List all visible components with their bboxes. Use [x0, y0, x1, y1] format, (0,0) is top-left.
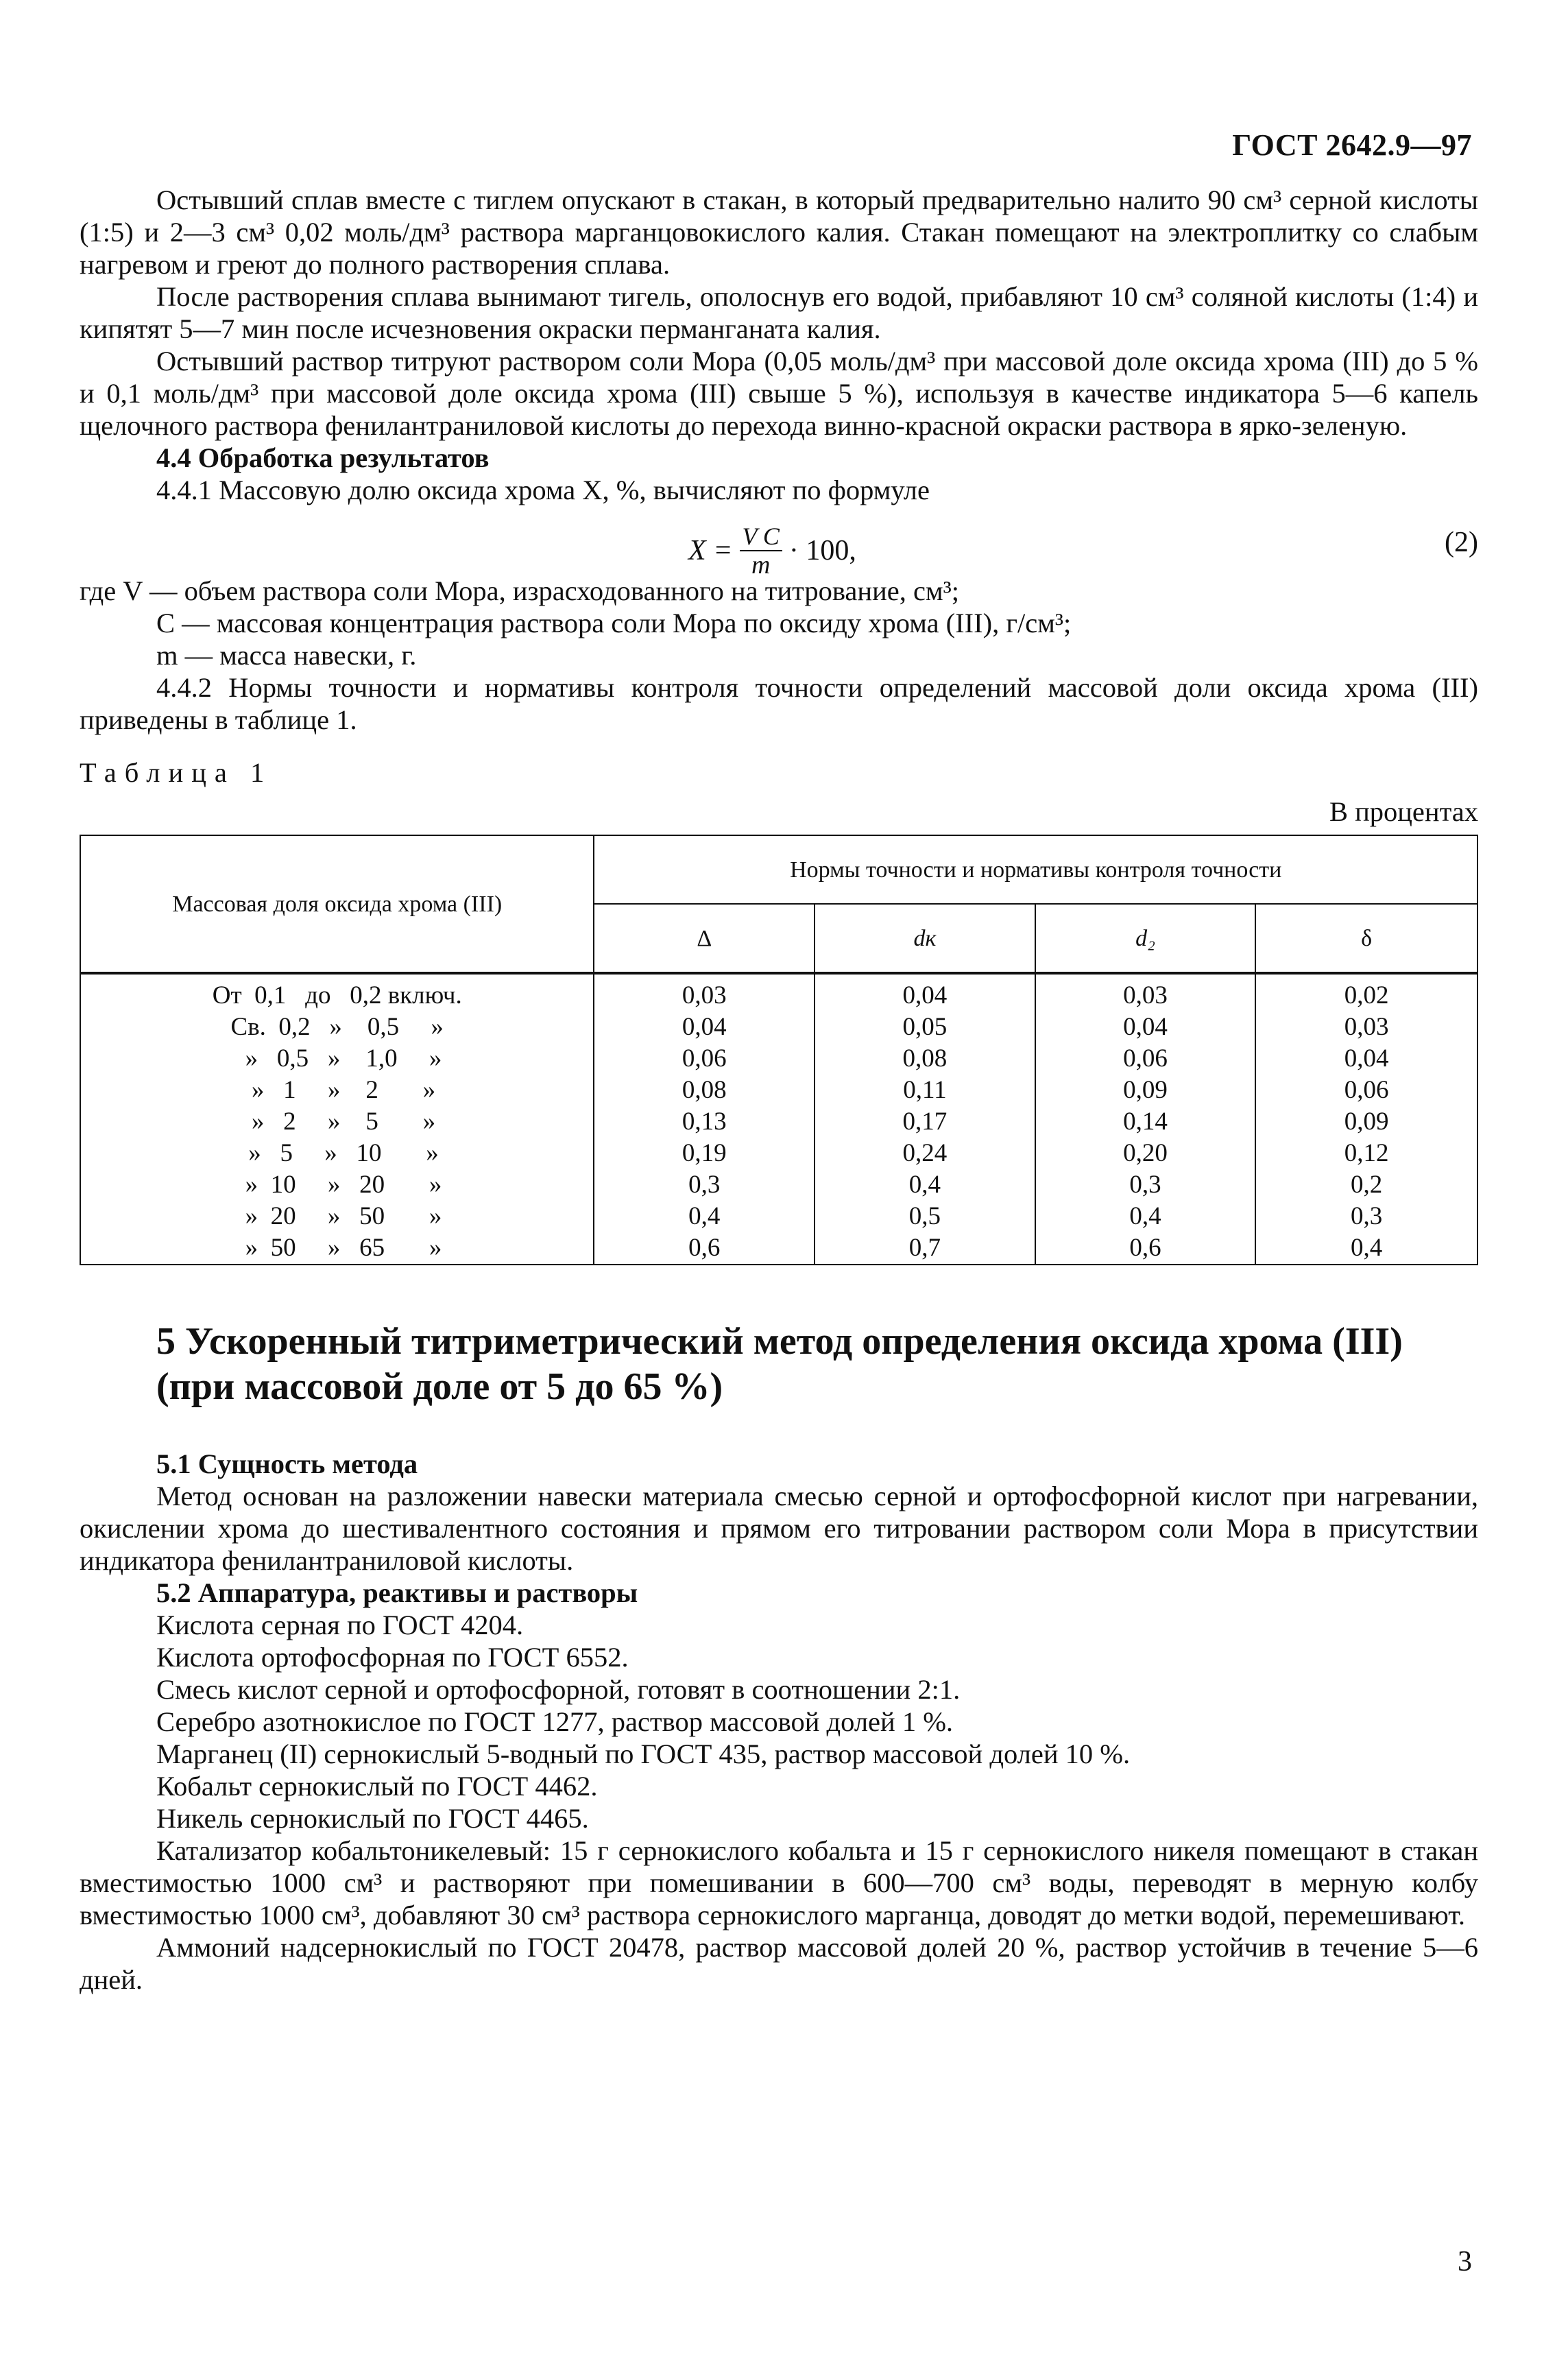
value-cell: 0,03 — [1035, 973, 1256, 1012]
reagent-item: Никель сернокислый по ГОСТ 4465. — [156, 1803, 589, 1834]
value-cell: 0,04 — [594, 1012, 815, 1043]
range-cell: » 50 » 65 » — [80, 1232, 594, 1265]
range-cell: » 2 » 5 » — [80, 1106, 594, 1138]
column-header-d2-text: d₂ — [1135, 925, 1155, 951]
range-cell: » 5 » 10 » — [80, 1138, 594, 1169]
table-row — [80, 1106, 1477, 1138]
value-cell: 0,5 — [815, 1201, 1035, 1232]
table-row — [80, 1201, 1477, 1232]
formula-numerator: V C — [740, 523, 782, 551]
table-row — [80, 1138, 1477, 1169]
column-header-delta: Δ — [594, 904, 815, 973]
paragraph: 4.4.2 Нормы точности и нормативы контроля точности определений массовой доли оксида хрома (III) приведены в таблице 1. — [80, 672, 1478, 735]
subsection-heading: 4.4 Обработка результатов — [156, 442, 490, 473]
page-number: 3 — [1458, 2246, 1472, 2278]
value-cell: 0,6 — [1035, 1232, 1256, 1265]
range-cell: » 0,5 » 1,0 » — [80, 1043, 594, 1075]
table-row — [80, 1169, 1477, 1201]
value-cell: 0,4 — [815, 1169, 1035, 1201]
legend-item: где V — объем раствора соли Мора, израсходованного на титрование, см³; — [80, 575, 959, 606]
value-cell: 0,19 — [594, 1138, 815, 1169]
table-row — [80, 1232, 1477, 1265]
column-header-d2 — [1035, 904, 1256, 973]
paragraph: 4.4.1 Массовую долю оксида хрома X, %, вычисляют по формуле — [156, 475, 930, 505]
subsection-heading: 5.2 Аппаратура, реактивы и растворы — [156, 1577, 638, 1608]
paragraph: Катализатор кобальтоникелевый: 15 г сернокислого кобальта и 15 г сернокислого никеля помещают в стакан вместимостью 1000 см³ и растворяют при помешивании в 600—700 см³ воды, переводят в мерную колбу вместимостью 1000 см³, добавляют 30 см³ раствора сернокислого марганца, доводят до метки водой, перемешивают. — [80, 1835, 1478, 1930]
column-header-dk — [815, 904, 1035, 973]
value-cell: 0,08 — [815, 1043, 1035, 1075]
formula-denominator: m — [751, 551, 771, 579]
value-cell: 0,20 — [1035, 1138, 1256, 1169]
value-cell: 0,04 — [1035, 1012, 1256, 1043]
subsection-heading: 5.1 Сущность метода — [156, 1448, 418, 1479]
range-cell: » 10 » 20 » — [80, 1169, 594, 1201]
value-cell: 0,3 — [1255, 1201, 1477, 1232]
paragraph: Метод основан на разложении навески материала смесью серной и ортофосфорной кислот при нагревании, окислении хрома до шестивалентного состояния и прямом его титровании раствором соли Мора в присутствии индикатора фенилантраниловой кислоты. — [80, 1481, 1478, 1576]
value-cell: 0,03 — [1255, 1012, 1477, 1043]
value-cell: 0,4 — [1255, 1232, 1477, 1265]
table-row — [80, 1012, 1477, 1043]
value-cell: 0,4 — [594, 1201, 815, 1232]
table-row — [80, 1075, 1477, 1106]
value-cell: 0,06 — [1035, 1043, 1256, 1075]
column-header-small-delta: δ — [1255, 904, 1477, 973]
value-cell: 0,06 — [594, 1043, 815, 1075]
range-cell: » 20 » 50 » — [80, 1201, 594, 1232]
value-cell: 0,11 — [815, 1075, 1035, 1106]
formula-lhs: X = — [688, 534, 733, 566]
section-title-line: (при массовой доле от 5 до 65 %) — [156, 1365, 723, 1408]
reagent-item: Смесь кислот серной и ортофосфорной, готовят в соотношении 2:1. — [156, 1674, 961, 1705]
document-code: ГОСТ 2642.9—97 — [1232, 128, 1472, 162]
table-row — [80, 973, 1477, 1012]
formula-fraction — [740, 523, 782, 579]
formula-block — [80, 506, 1478, 579]
value-cell: 0,2 — [1255, 1169, 1477, 1201]
reagent-item: Кислота серная по ГОСТ 4204. — [156, 1610, 524, 1640]
table-row — [80, 1043, 1477, 1075]
range-cell: » 1 » 2 » — [80, 1075, 594, 1106]
spacer — [80, 1409, 1478, 1448]
reagent-item: Кобальт сернокислый по ГОСТ 4462. — [156, 1771, 598, 1802]
range-cell: Св. 0,2 » 0,5 » — [80, 1012, 594, 1043]
legend-item: m — масса навески, г. — [156, 640, 417, 671]
formula-legend — [80, 575, 1478, 671]
range-cell: От 0,1 до 0,2 включ. — [80, 973, 594, 1012]
column-header-dk-text: dк — [913, 925, 937, 951]
reagent-item: Серебро азотнокислое по ГОСТ 1277, раствор массовой долей 1 %. — [156, 1706, 954, 1737]
value-cell: 0,04 — [815, 973, 1035, 1012]
value-cell: 0,6 — [594, 1232, 815, 1265]
paragraph: Остывший раствор титруют раствором соли Мора (0,05 моль/дм³ при массовой доле оксида хрома (III) до 5 % и 0,1 моль/дм³ при массовой доле оксида хрома (III) свыше 5 %), используя в качестве индикатора 5—6 капель щелочного раствора фенилантраниловой кислоты до перехода винно-красной окраски раствора в ярко-зеленую. — [80, 346, 1478, 441]
formula — [688, 523, 856, 579]
value-cell: 0,09 — [1035, 1075, 1256, 1106]
value-cell: 0,7 — [815, 1232, 1035, 1265]
value-cell: 0,3 — [1035, 1169, 1256, 1201]
column-header-mass-fraction: Массовая доля оксида хрома (III) — [80, 835, 594, 973]
table-units: В процентах — [1329, 796, 1478, 827]
reagent-item: Кислота ортофосфорная по ГОСТ 6552. — [156, 1642, 629, 1673]
section-title-line: 5 Ускоренный титриметрический метод определения оксида хрома (III) — [156, 1320, 1403, 1363]
section-title — [80, 1319, 1478, 1409]
accuracy-table — [80, 835, 1478, 1265]
paragraph: После растворения сплава вынимают тигель, ополоснув его водой, прибавляют 10 см³ соляной кислоты (1:4) и кипятят 5—7 мин после исчезновения окраски перманганата калия. — [80, 281, 1478, 344]
document-body — [80, 184, 1478, 1996]
table-title: Таблица 1 — [80, 757, 273, 788]
value-cell: 0,02 — [1255, 973, 1477, 1012]
value-cell: 0,06 — [1255, 1075, 1477, 1106]
column-group-header: Нормы точности и нормативы контроля точности — [594, 835, 1477, 904]
value-cell: 0,4 — [1035, 1201, 1256, 1232]
paragraph: Аммоний надсернокислый по ГОСТ 20478, раствор массовой долей 20 %, раствор устойчив в течение 5—6 дней. — [80, 1932, 1478, 1995]
value-cell: 0,03 — [594, 973, 815, 1012]
value-cell: 0,13 — [594, 1106, 815, 1138]
reagent-item: Марганец (II) сернокислый 5-водный по ГОСТ 435, раствор массовой долей 10 %. — [156, 1738, 1131, 1769]
value-cell: 0,09 — [1255, 1106, 1477, 1138]
value-cell: 0,12 — [1255, 1138, 1477, 1169]
paragraph: Остывший сплав вместе с тиглем опускают в стакан, в который предварительно налито 90 см³ серной кислоты (1:5) и 2—3 см³ 0,02 моль/дм³ раствора марганцовокислого калия. Стакан помещают на электроплитку со слабым нагревом и греют до полного растворения сплава. — [80, 184, 1478, 280]
value-cell: 0,08 — [594, 1075, 815, 1106]
legend-item: C — массовая концентрация раствора соли Мора по оксиду хрома (III), г/см³; — [156, 608, 1072, 638]
value-cell: 0,3 — [594, 1169, 815, 1201]
formula-rhs: · 100, — [788, 534, 856, 566]
value-cell: 0,04 — [1255, 1043, 1477, 1075]
value-cell: 0,05 — [815, 1012, 1035, 1043]
value-cell: 0,17 — [815, 1106, 1035, 1138]
value-cell: 0,24 — [815, 1138, 1035, 1169]
value-cell: 0,14 — [1035, 1106, 1256, 1138]
formula-number: (2) — [1445, 527, 1478, 558]
